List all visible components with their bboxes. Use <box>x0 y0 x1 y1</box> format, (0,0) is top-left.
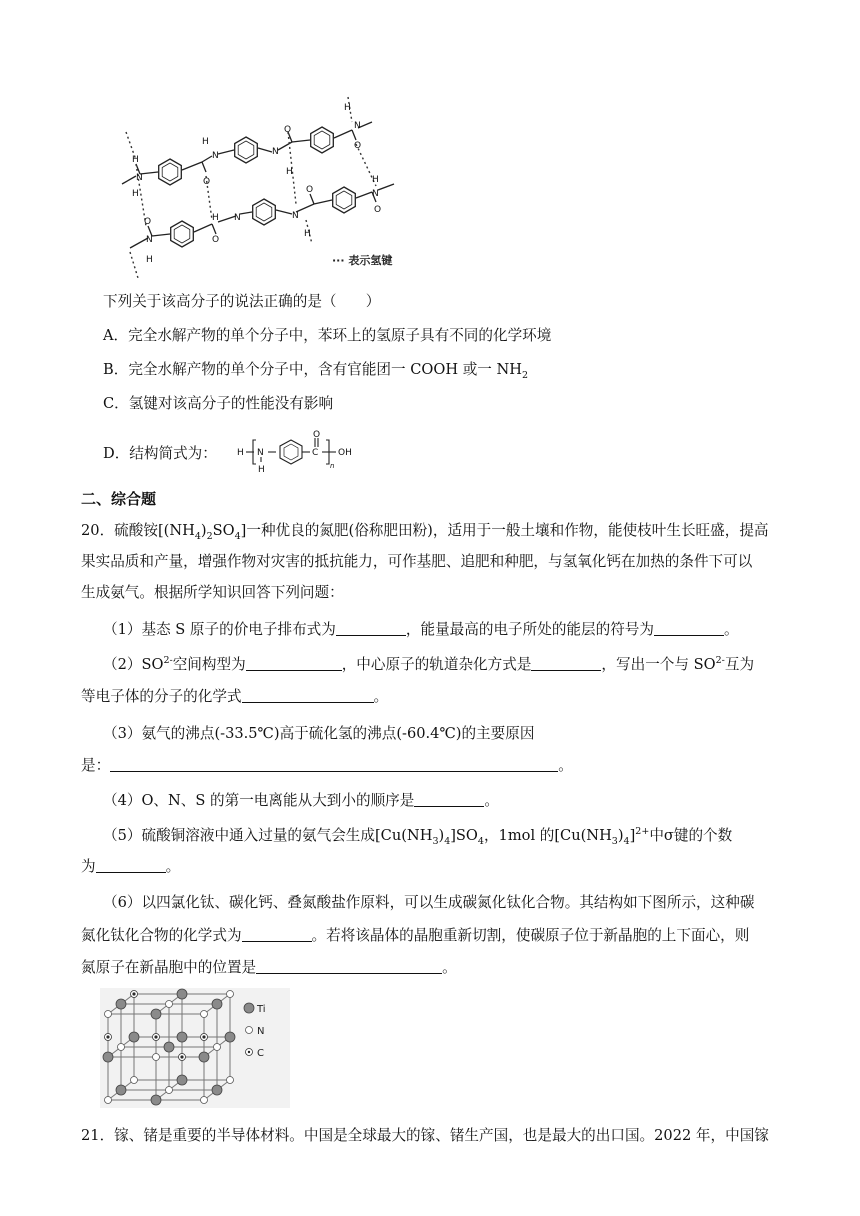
atom-label: N <box>212 151 219 161</box>
atom-label: H <box>304 229 311 239</box>
answer-blank[interactable] <box>242 687 374 703</box>
atom-label: N <box>136 173 143 183</box>
atom-label: N <box>272 147 279 157</box>
answer-blank[interactable] <box>531 655 601 671</box>
formula-atom: C <box>312 448 319 458</box>
answer-blank[interactable] <box>96 857 166 873</box>
q20-sub6-cont1: 氮化钛化合物的化学式为 。若将该晶体的晶胞重新切割，使碳原子位于新晶胞的上下面心，则 <box>81 927 750 944</box>
atom-label: N <box>292 211 299 221</box>
legend-n: N <box>257 1026 265 1037</box>
crystal-structure-figure <box>100 988 290 1108</box>
formula-atom: N <box>257 448 264 458</box>
formula-subscript: n <box>330 462 335 470</box>
atom-label: N <box>234 213 241 223</box>
answer-blank[interactable] <box>336 620 406 636</box>
atom-label: O <box>354 141 362 151</box>
q20-intro-line1: 20．硫酸铵$[(NH_4)_2SO_4]$一种优良的氮肥(俗称肥田粉)，适用于一般土壤和作物，能使枝叶生长旺盛，提高 <box>81 522 769 542</box>
atom-label: H <box>202 137 209 147</box>
atom-label: O <box>144 217 152 227</box>
q20-sub1: （1）基态 S 原子的价电子排布式为 ，能量最高的电子所处的能层的符号为 。 <box>103 621 739 638</box>
atom-label: H <box>344 103 351 113</box>
q20-intro-line3: 生成氨气。根据所学知识回答下列问题： <box>81 584 344 601</box>
atom-label: O <box>284 125 292 135</box>
answer-blank[interactable] <box>110 756 558 772</box>
q20-sub6: （6）以四氯化钛、碳化钙、叠氮酸盐作原料，可以生成碳氮化钛化合物。其结构如下图所示，这种碳 <box>103 894 755 911</box>
formula-atom: OH <box>338 448 352 458</box>
answer-blank[interactable] <box>242 926 312 942</box>
atom-label: H <box>286 167 293 177</box>
atom-label: H <box>132 155 139 165</box>
atom-label: H <box>212 213 219 223</box>
hydrogen-bond-dots <box>126 97 376 278</box>
structural-formula <box>236 428 368 476</box>
q19-option-b: B．完全水解产物的单个分子中，含有官能团一 COOH 或一 $NH_2$ <box>103 361 529 381</box>
formula-atom: O <box>313 430 321 440</box>
answer-blank[interactable] <box>256 958 442 974</box>
q21-line: 21．镓、锗是重要的半导体材料。中国是全球最大的镓、锗生产国，也是最大的出口国。2022 年，中国镓 <box>81 1127 769 1144</box>
q20-sub2: $(2)SO^{2-}$空间构型为 ，中心原子的轨道杂化方式是 ，写出一个与 $SO^{2-}$互为 <box>103 655 755 673</box>
q20-sub3: （3）氨气的沸点(-33.5℃)高于硫化氢的沸点(-60.4℃)的主要原因 <box>103 725 535 742</box>
q20-sub6-cont2: 氮原子在新晶胞中的位置是 。 <box>81 959 457 976</box>
atom-label: H <box>372 175 379 185</box>
q20-sub4: （4）O、N、S 的第一电离能从大到小的顺序是 。 <box>103 792 499 809</box>
legend-ti: Ti <box>257 1004 266 1015</box>
upper-chain <box>122 122 372 185</box>
q20-intro-line2: 果实品质和产量，增强作物对灾害的抵抗能力，可作基肥、追肥和种肥，与氢氧化钙在加热的条件下可以 <box>81 553 753 570</box>
formula-atom: H <box>258 465 265 475</box>
atom-label: H <box>146 255 153 265</box>
q20-sub5: （5）硫酸铜溶液中通入过量的氨气会生成$[Cu(NH_3)_4]SO_4$，1mol 的$[Cu(NH_3)_4]^{2+}$中σ键的个数 <box>103 826 733 847</box>
answer-blank[interactable] <box>414 791 484 807</box>
q20-sub5-cont: 为 。 <box>81 858 181 875</box>
formula-atom: H <box>237 448 244 458</box>
atom-label: O <box>203 177 211 187</box>
q19-option-a: A．完全水解产物的单个分子中，苯环上的氢原子具有不同的化学环境 <box>103 327 552 344</box>
q19-stem: 下列关于该高分子的说法正确的是（ ） <box>103 293 381 310</box>
answer-blank[interactable] <box>654 620 724 636</box>
legend-c: C <box>257 1048 264 1059</box>
q20-sub3-cont: 是： 。 <box>81 757 573 774</box>
atom-label: N <box>372 189 379 199</box>
polymer-hydrogen-bond-figure <box>100 92 430 282</box>
atom-label: N <box>354 121 361 131</box>
atom-label: O <box>212 235 220 245</box>
atom-label: H <box>132 189 139 199</box>
lower-chain <box>130 184 394 248</box>
answer-blank[interactable] <box>246 655 342 671</box>
section-title: 二、综合题 <box>81 490 157 508</box>
atom-label: N <box>146 235 153 245</box>
q19-option-c: C．氢键对该高分子的性能没有影响 <box>103 395 334 412</box>
q20-sub2-cont: 等电子体的分子的化学式 。 <box>81 688 389 705</box>
hydrogen-bond-legend: ··· 表示氢键 <box>332 254 393 267</box>
atom-label: O <box>374 205 382 215</box>
atom-label: O <box>306 185 314 195</box>
q19-option-d: D．结构简式为： <box>103 445 217 462</box>
